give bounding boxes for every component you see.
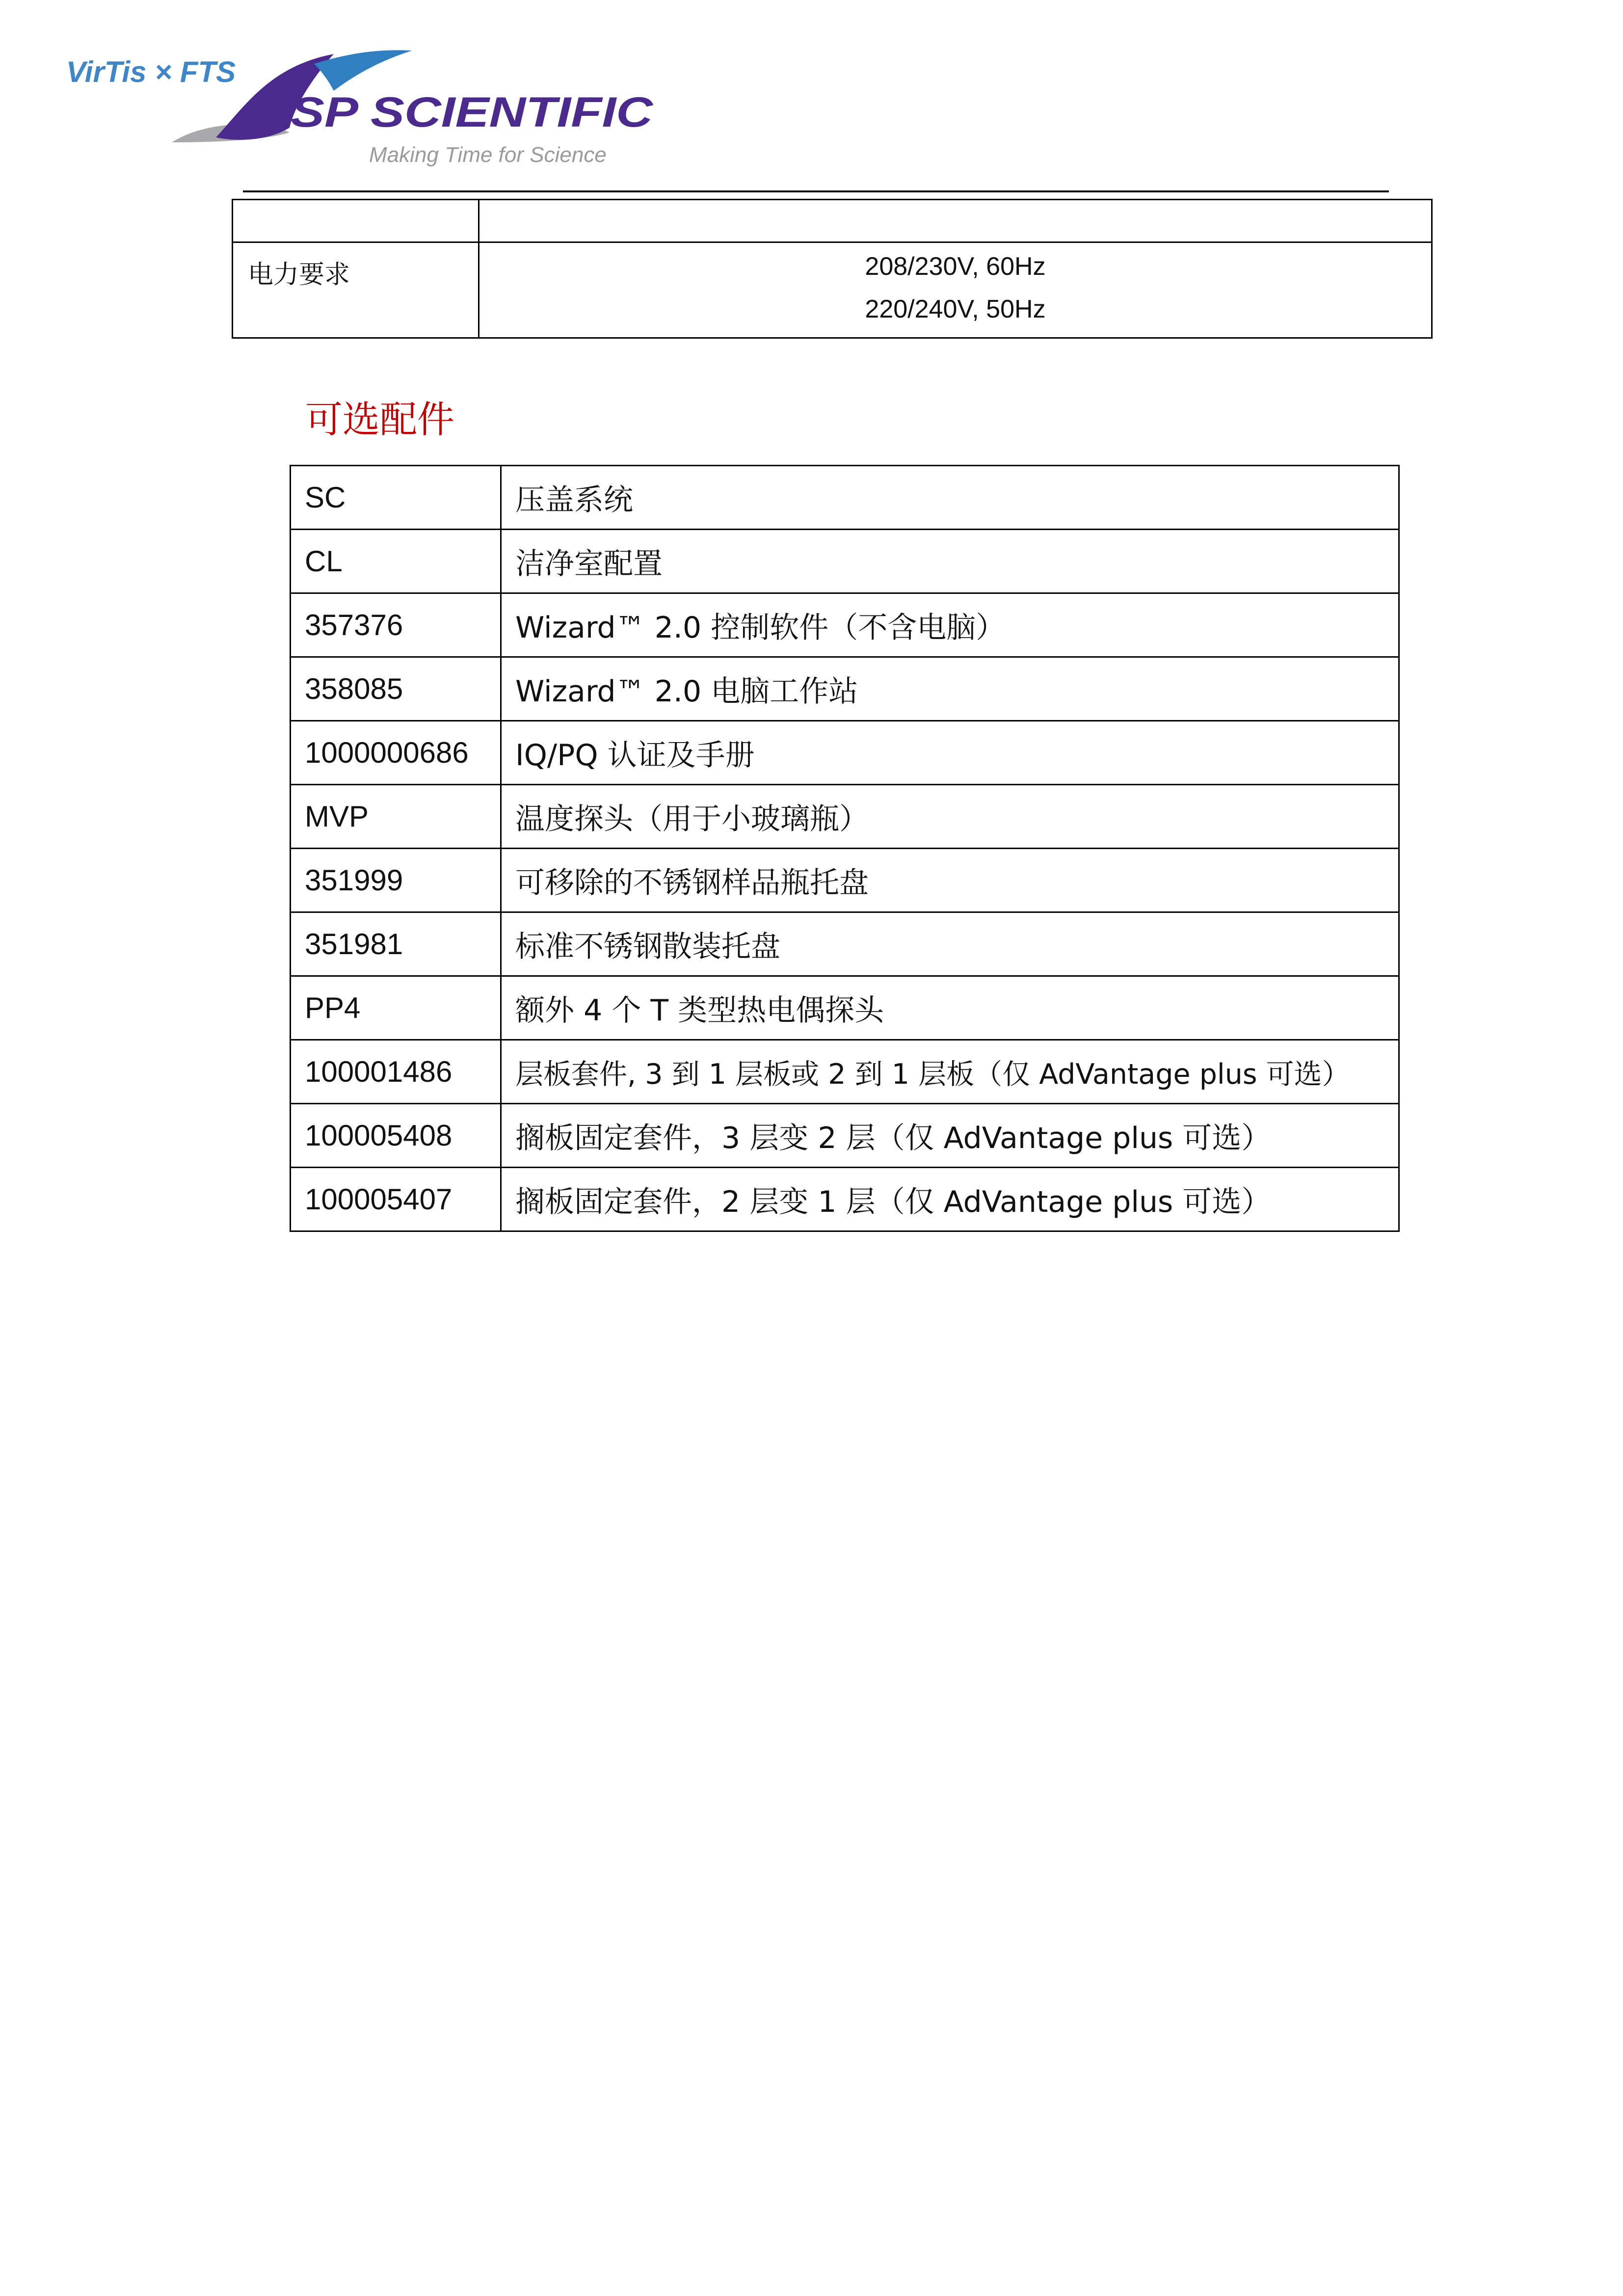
accessory-code: 357376 [291, 593, 501, 657]
logo-brand-small: VirTis × FTS [66, 55, 236, 88]
spec-row-power [233, 242, 1432, 338]
spec-value-power [479, 242, 1432, 338]
logo-brand: SP SCIENTIFIC [291, 89, 654, 136]
spec-value [479, 200, 1432, 242]
accessory-row [291, 657, 1399, 721]
accessory-desc: 可移除的不锈钢样品瓶托盘 [501, 849, 1399, 912]
accessory-desc: 搁板固定套件，2 层变 1 层（仅 AdVantage plus 可选） [501, 1168, 1399, 1231]
accessory-code: PP4 [291, 976, 501, 1040]
accessory-code: SC [291, 466, 501, 530]
accessory-desc: Wizard™ 2.0 控制软件（不含电脑） [501, 593, 1399, 657]
spec-row [233, 200, 1432, 242]
accessory-row [291, 593, 1399, 657]
accessory-code: 358085 [291, 657, 501, 721]
accessory-row [291, 530, 1399, 593]
header-rule [243, 190, 1389, 192]
accessory-row [291, 1104, 1399, 1168]
spec-label [233, 200, 479, 242]
accessory-code: 100005408 [291, 1104, 501, 1168]
accessory-code: 351999 [291, 849, 501, 912]
accessory-desc: 洁净室配置 [501, 530, 1399, 593]
accessory-desc: Wizard™ 2.0 电脑工作站 [501, 657, 1399, 721]
spec-label-power: 电力要求 [233, 242, 479, 338]
accessory-code: 100005407 [291, 1168, 501, 1231]
accessory-desc: 额外 4 个 T 类型热电偶探头 [501, 976, 1399, 1040]
accessory-desc: 搁板固定套件，3 层变 2 层（仅 AdVantage plus 可选） [501, 1104, 1399, 1168]
accessory-row [291, 912, 1399, 976]
sp-scientific-logo [59, 47, 672, 179]
logo-tagline: Making Time for Science [369, 143, 607, 167]
accessory-desc: IQ/PQ 认证及手册 [501, 721, 1399, 785]
accessory-desc: 温度探头（用于小玻璃瓶） [501, 785, 1399, 849]
accessory-code: 1000000686 [291, 721, 501, 785]
accessory-row [291, 1040, 1399, 1104]
accessory-row [291, 1168, 1399, 1231]
accessory-code: MVP [291, 785, 501, 849]
accessory-desc: 压盖系统 [501, 466, 1399, 530]
accessories-table [290, 465, 1400, 1232]
accessory-desc: 标准不锈钢散装托盘 [501, 912, 1399, 976]
accessory-code: 351981 [291, 912, 501, 976]
power-value-1: 208/230V, 60Hz [865, 252, 1046, 281]
accessory-row [291, 849, 1399, 912]
accessory-row [291, 785, 1399, 849]
accessory-row [291, 976, 1399, 1040]
accessory-code: 100001486 [291, 1040, 501, 1104]
accessory-row [291, 466, 1399, 530]
accessories-title: 可选配件 [305, 398, 454, 441]
power-value-2: 220/240V, 50Hz [865, 295, 1046, 323]
spec-table [232, 199, 1433, 339]
accessory-row [291, 721, 1399, 785]
accessory-desc: 层板套件, 3 到 1 层板或 2 到 1 层板（仅 AdVantage plus 可选） [501, 1040, 1399, 1104]
accessory-code: CL [291, 530, 501, 593]
